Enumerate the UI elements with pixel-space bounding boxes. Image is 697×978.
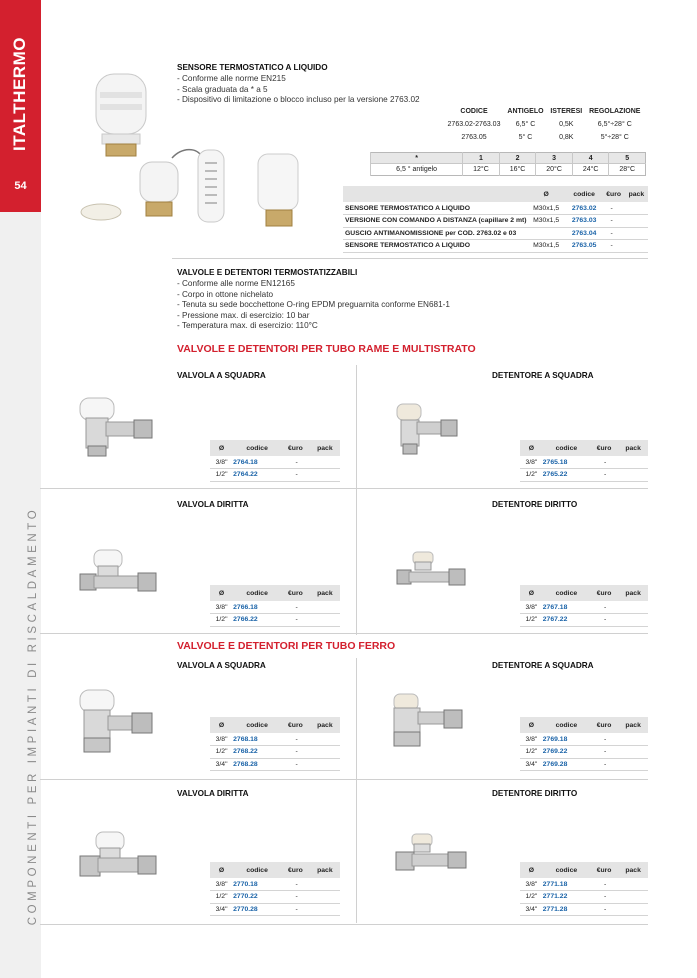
sensor-product-table: [343, 186, 648, 253]
code-cell[interactable]: 2771.18: [543, 878, 590, 891]
table-row: [210, 746, 340, 759]
pack-cell: [310, 903, 340, 916]
col-header: pack: [310, 440, 340, 456]
side-caption: COMPONENTI PER IMPIANTI DI RISCALDAMENTO: [27, 506, 39, 926]
table-row: [520, 456, 648, 469]
col-header: codice: [543, 440, 590, 456]
divider: [40, 924, 648, 925]
col-header: pack: [618, 585, 648, 601]
pack-cell: [618, 614, 648, 627]
table-row: [520, 758, 648, 771]
euro-cell: -: [281, 469, 310, 482]
code-cell[interactable]: 2770.18: [233, 878, 281, 891]
code-cell[interactable]: 2771.22: [543, 891, 590, 904]
valves-title: VALVOLE E DETENTORI TERMOSTATIZZABILI: [177, 268, 358, 277]
pack-cell: [310, 456, 340, 469]
valves-bullet: - Conforme alle norme EN12165: [177, 279, 295, 288]
pack-cell: [618, 733, 648, 746]
valves-bullet: - Pressione max. di esercizio: 10 bar: [177, 310, 310, 320]
col-header: €uro: [281, 717, 310, 733]
col-header: €uro: [281, 440, 310, 456]
product-table: [210, 440, 340, 482]
section-heading-ferro: VALVOLE E DETENTORI PER TUBO FERRO: [177, 640, 396, 652]
euro-cell: -: [281, 614, 310, 627]
sensor-row-size: M30x1,5: [527, 215, 566, 228]
pack-cell: [618, 878, 648, 891]
sensor-row-code[interactable]: 2763.02: [566, 202, 603, 215]
pack-cell: [310, 878, 340, 891]
spec-header: REGOLAZIONE: [589, 108, 641, 115]
sensor-col-header: [343, 186, 527, 202]
col-header: €uro: [590, 717, 618, 733]
code-cell[interactable]: 2768.18: [233, 733, 281, 746]
product-table: [520, 717, 648, 771]
col-header: €uro: [590, 585, 618, 601]
euro-cell: -: [281, 746, 310, 759]
code-cell[interactable]: 2766.18: [233, 601, 281, 614]
col-header: Ø: [210, 585, 233, 601]
col-header: codice: [233, 717, 281, 733]
table-row: [520, 601, 648, 614]
scale-cell: 20°C: [536, 164, 573, 176]
scale-cell: 16°C: [499, 164, 536, 176]
scale-cell: 28°C: [609, 164, 646, 176]
scale-header: 3: [536, 153, 573, 164]
lockshield-straight-image: [394, 832, 470, 878]
spec-header: ANTIGELO: [507, 108, 544, 115]
euro-cell: -: [590, 878, 618, 891]
sensor-row-pack: [625, 202, 648, 215]
sensor-row: [343, 240, 648, 253]
product-title: DETENTORE DIRITTO: [492, 789, 578, 798]
euro-cell: -: [281, 891, 310, 904]
code-cell[interactable]: 2764.22: [233, 469, 281, 482]
sensor-bullet: - Scala graduata da * a 5: [177, 84, 268, 94]
size-cell: 3/8": [210, 601, 233, 614]
sensor-row-euro: -: [603, 202, 625, 215]
table-row: [210, 891, 340, 904]
code-cell[interactable]: 2766.22: [233, 614, 281, 627]
valve-angle-image: [76, 686, 156, 756]
sensor-row: [343, 227, 648, 240]
col-header: €uro: [590, 440, 618, 456]
divider: [40, 779, 648, 780]
sensor-col-header: codice: [566, 186, 603, 202]
sensor-row-pack: [625, 215, 648, 228]
col-header: codice: [543, 717, 590, 733]
code-cell[interactable]: 2767.18: [543, 601, 590, 614]
col-header: pack: [310, 862, 340, 878]
spec-cell: 2763.05: [461, 134, 487, 141]
pack-cell: [310, 614, 340, 627]
spec-header: CODICE: [460, 108, 488, 115]
table-row: [520, 614, 648, 627]
col-header: €uro: [281, 585, 310, 601]
sensor-row-desc: VERSIONE CON COMANDO A DISTANZA (capillare 2 mt): [343, 215, 527, 228]
size-cell: 3/4": [210, 758, 233, 771]
code-cell[interactable]: 2769.22: [543, 746, 590, 759]
valves-bullet: - Tenuta su sede bocchettone O-ring EPDM preguarnita conforme EN681-1: [177, 300, 450, 310]
product-title: DETENTORE A SQUADRA: [492, 661, 594, 670]
col-header: €uro: [281, 862, 310, 878]
table-row: [520, 746, 648, 759]
sensor-row-desc: GUSCIO ANTIMANOMISSIONE per COD. 2763.02 e 03: [343, 227, 527, 240]
sensor-bullet: - Dispositivo di limitazione o blocco incluso per la versione 2763.02: [177, 95, 420, 105]
scale-header: 2: [499, 153, 536, 164]
table-row: [520, 891, 648, 904]
size-cell: 1/2": [520, 469, 543, 482]
euro-cell: -: [590, 733, 618, 746]
size-cell: 1/2": [210, 746, 233, 759]
size-cell: 3/8": [210, 733, 233, 746]
pack-cell: [310, 733, 340, 746]
col-header: Ø: [210, 440, 233, 456]
product-table: [520, 585, 648, 627]
sensor-bullets: [177, 74, 420, 106]
valves-bullet: - Temperatura max. di esercizio: 110°C: [177, 321, 318, 331]
pack-cell: [618, 746, 648, 759]
product-title: VALVOLA A SQUADRA: [177, 371, 266, 380]
pack-cell: [310, 758, 340, 771]
pack-cell: [618, 601, 648, 614]
table-row: [520, 469, 648, 482]
divider: [40, 488, 648, 489]
sensor-row-size: [527, 227, 566, 240]
pack-cell: [618, 891, 648, 904]
table-row: [520, 878, 648, 891]
scale-header: 5: [609, 153, 646, 164]
size-cell: 3/4": [210, 903, 233, 916]
euro-cell: -: [281, 878, 310, 891]
size-cell: 3/8": [520, 601, 543, 614]
table-row: [210, 456, 340, 469]
lockshield-angle-image: [388, 692, 466, 752]
sensor-row: [343, 215, 648, 228]
spec-cell: 0,5K: [559, 121, 574, 128]
scale-table: [370, 152, 646, 176]
sensor-row-code[interactable]: 2763.05: [566, 240, 603, 253]
valve-angle-image: [76, 392, 160, 460]
col-header: codice: [233, 862, 281, 878]
euro-cell: -: [281, 758, 310, 771]
sensor-row-code[interactable]: 2763.03: [566, 215, 603, 228]
euro-cell: -: [590, 746, 618, 759]
section-heading-rame: VALVOLE E DETENTORI PER TUBO RAME E MULTISTRATO: [177, 343, 476, 355]
table-row: [210, 469, 340, 482]
col-header: codice: [233, 585, 281, 601]
pack-cell: [618, 758, 648, 771]
product-title: DETENTORE DIRITTO: [492, 500, 578, 509]
scale-header: 1: [463, 153, 500, 164]
pack-cell: [618, 469, 648, 482]
sensor-row-euro: -: [603, 240, 625, 253]
code-cell[interactable]: 2764.18: [233, 456, 281, 469]
code-cell[interactable]: 2769.18: [543, 733, 590, 746]
spec-cell: 6,5° C: [515, 121, 536, 128]
table-row: [520, 903, 648, 916]
col-header: Ø: [520, 862, 543, 878]
code-cell[interactable]: 2767.22: [543, 614, 590, 627]
pack-cell: [310, 469, 340, 482]
code-cell[interactable]: 2771.28: [543, 903, 590, 916]
euro-cell: -: [281, 733, 310, 746]
table-row: [210, 758, 340, 771]
col-header: €uro: [590, 862, 618, 878]
column-divider: [356, 365, 357, 635]
product-table: [210, 585, 340, 627]
divider: [172, 258, 648, 259]
sensor-row-size: M30x1,5: [527, 240, 566, 253]
code-cell[interactable]: 2768.22: [233, 746, 281, 759]
size-cell: 1/2": [210, 469, 233, 482]
euro-cell: -: [590, 903, 618, 916]
brand-block: [0, 0, 41, 212]
scale-cell: 24°C: [572, 164, 609, 176]
product-title: VALVOLA DIRITTA: [177, 789, 249, 798]
col-header: Ø: [210, 862, 233, 878]
lockshield-angle-image: [393, 400, 465, 458]
size-cell: 3/4": [520, 903, 543, 916]
sensor-row-code[interactable]: 2763.04: [566, 227, 603, 240]
valves-bullets: [177, 279, 450, 332]
euro-cell: -: [281, 456, 310, 469]
col-header: pack: [618, 862, 648, 878]
col-header: Ø: [520, 440, 543, 456]
sensor-row-euro: -: [603, 215, 625, 228]
euro-cell: -: [590, 601, 618, 614]
sensor-row-pack: [625, 227, 648, 240]
sensor-spec-table: [444, 105, 644, 144]
size-cell: 3/4": [520, 758, 543, 771]
spec-cell: 0,8K: [559, 134, 574, 141]
spec-header: ISTERESI: [550, 108, 583, 115]
divider: [40, 633, 648, 634]
col-header: codice: [233, 440, 281, 456]
sensor-row-desc: SENSORE TERMOSTATICO A LIQUIDO: [343, 202, 527, 215]
sensor-row-size: M30x1,5: [527, 202, 566, 215]
table-row: [210, 601, 340, 614]
size-cell: 1/2": [520, 746, 543, 759]
sensor-row: [343, 202, 648, 215]
size-cell: 3/8": [210, 878, 233, 891]
euro-cell: -: [281, 601, 310, 614]
code-cell[interactable]: 2770.22: [233, 891, 281, 904]
size-cell: 1/2": [210, 891, 233, 904]
sensor-bullet: - Conforme alle norme EN215: [177, 74, 286, 83]
sensor-col-header: €uro: [603, 186, 625, 202]
scale-cell: 6,5 ° antigelo: [371, 164, 463, 176]
page-number: 54: [14, 180, 27, 192]
size-cell: 1/2": [520, 891, 543, 904]
product-title: DETENTORE A SQUADRA: [492, 371, 594, 380]
sensor-row-desc: SENSORE TERMOSTATICO A LIQUIDO: [343, 240, 527, 253]
col-header: Ø: [210, 717, 233, 733]
product-table: [210, 862, 340, 916]
pack-cell: [310, 746, 340, 759]
product-table: [210, 717, 340, 771]
euro-cell: -: [281, 903, 310, 916]
col-header: pack: [618, 440, 648, 456]
size-cell: 3/8": [520, 456, 543, 469]
euro-cell: -: [590, 891, 618, 904]
size-cell: 1/2": [520, 614, 543, 627]
pack-cell: [618, 903, 648, 916]
product-title: VALVOLA A SQUADRA: [177, 661, 266, 670]
spec-cell: 5°÷28° C: [600, 134, 629, 141]
euro-cell: -: [590, 758, 618, 771]
product-table: [520, 862, 648, 916]
scale-header: 4: [572, 153, 609, 164]
table-row: [210, 733, 340, 746]
pack-cell: [310, 601, 340, 614]
spec-cell: 2763.02-2763.03: [447, 121, 501, 128]
scale-header: *: [371, 153, 463, 164]
table-row: [210, 903, 340, 916]
code-cell[interactable]: 2770.28: [233, 903, 281, 916]
valves-bullet: - Corpo in ottone nichelato: [177, 289, 274, 299]
code-cell[interactable]: 2765.22: [543, 469, 590, 482]
sensor-row-pack: [625, 240, 648, 253]
code-cell[interactable]: 2769.28: [543, 758, 590, 771]
sensor-title: SENSORE TERMOSTATICO A LIQUIDO: [177, 63, 328, 72]
valve-straight-image: [78, 830, 160, 882]
col-header: pack: [310, 717, 340, 733]
table-row: [210, 614, 340, 627]
table-row: [520, 733, 648, 746]
size-cell: 3/8": [210, 456, 233, 469]
size-cell: 3/8": [520, 878, 543, 891]
size-cell: 1/2": [210, 614, 233, 627]
col-header: Ø: [520, 585, 543, 601]
product-title: VALVOLA DIRITTA: [177, 500, 249, 509]
col-header: pack: [310, 585, 340, 601]
code-cell[interactable]: 2765.18: [543, 456, 590, 469]
code-cell[interactable]: 2768.28: [233, 758, 281, 771]
pack-cell: [310, 891, 340, 904]
product-table: [520, 440, 648, 482]
col-header: codice: [543, 862, 590, 878]
size-cell: 3/8": [520, 733, 543, 746]
scale-cell: 12°C: [463, 164, 500, 176]
euro-cell: -: [590, 469, 618, 482]
brand-logo: ITALTHERMO: [10, 37, 29, 151]
sensor-col-header: pack: [625, 186, 648, 202]
euro-cell: -: [590, 614, 618, 627]
euro-cell: -: [590, 456, 618, 469]
col-header: codice: [543, 585, 590, 601]
lockshield-straight-image: [395, 550, 469, 592]
sensor-col-header: Ø: [527, 186, 566, 202]
col-header: pack: [618, 717, 648, 733]
column-divider: [356, 658, 357, 923]
pack-cell: [618, 456, 648, 469]
sensor-row-euro: -: [603, 227, 625, 240]
spec-cell: 6,5°÷28° C: [597, 121, 632, 128]
col-header: Ø: [520, 717, 543, 733]
valve-straight-image: [78, 548, 160, 598]
table-row: [210, 878, 340, 891]
spec-cell: 5° C: [518, 134, 533, 141]
